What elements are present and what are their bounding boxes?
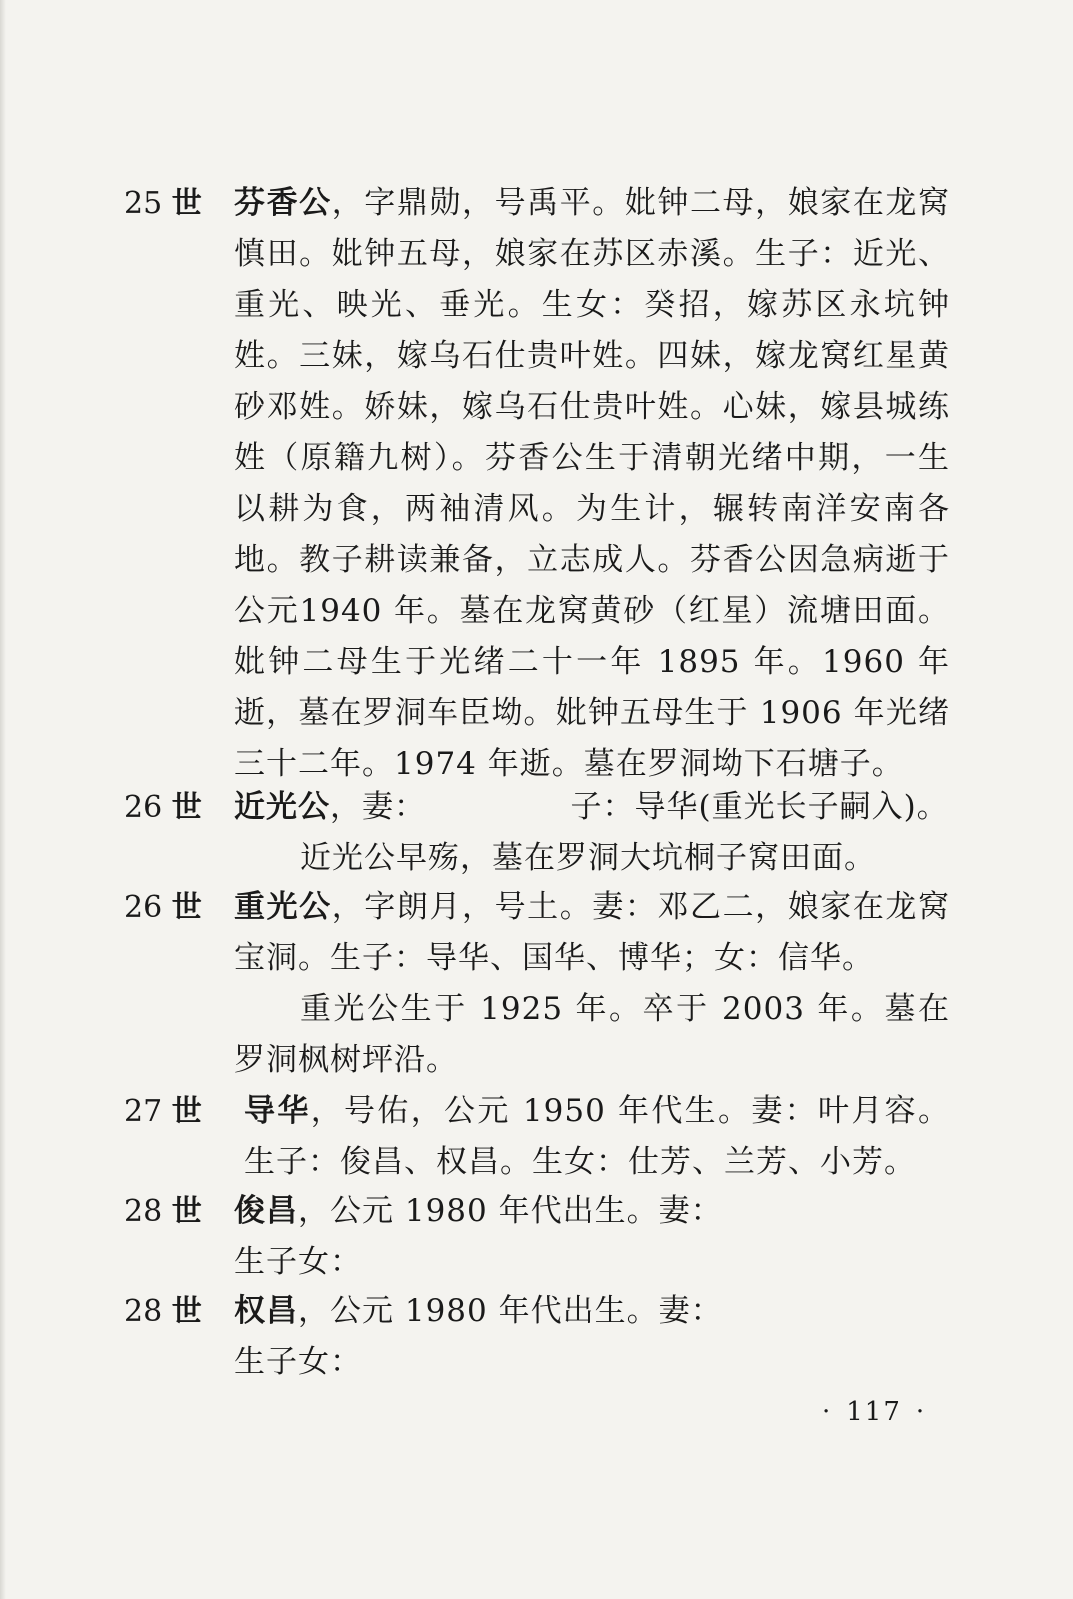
generation-suffix: 世 [171,1294,202,1329]
entry-text: ，号佑，公元 1950 年代生。妻：叶月容。生子：俊昌、权昌。生女：仕芳、兰芳、小芳。 [244,1093,951,1180]
page-dot-left: · [822,1397,833,1427]
entry-text: ，字鼎勋，号禹平。妣钟二母，娘家在龙窝慎田。妣钟五母，娘家在苏区赤溪。生子：近光、重光、映光、垂光。生女：癸招，嫁苏区永坑钟姓。三妹，嫁乌石仕贵叶姓。四妹，嫁龙窝红星黄砂邓姓。娇妹，嫁乌石仕贵叶姓。心妹，嫁县城练姓（原籍九树）。芬香公生于清朝光绪中期，一生以耕为食，两袖清风。为生计，辗转南洋安南各地。教子耕读兼备，立志成人。芬香公因急病逝于公元1940 年。墓在龙窝黄砂（红星）流塘田面。妣钟二母生于光绪二十一年 1895 年。1960 年逝，墓在罗洞车臣坳。妣钟五母生于 1906 年光绪三十二年。1974 年逝。墓在罗洞坳下石塘子。 [234,185,951,782]
person-name: 芬香公 [234,185,332,221]
entry-text: ，公元 1980 年代出生。妻： [298,1293,723,1329]
generation-suffix: 世 [171,1194,202,1229]
entry-note: 近光公早殇，墓在罗洞大坑桐子窝田面。 [300,840,876,876]
page-dot-right: · [915,1397,927,1427]
children-line: 生子女： [234,1344,362,1380]
person-name: 导华 [244,1093,311,1129]
children-line: 生子女： [234,1244,362,1280]
generation-label [124,882,202,933]
entry-body [234,1286,950,1388]
page-number-value: 117 [846,1397,902,1427]
generation-suffix: 世 [171,890,202,925]
entry-text: ，公元 1980 年代出生。妻： [298,1193,723,1229]
person-name: 权昌 [234,1293,298,1329]
generation-label [124,1186,202,1237]
person-name: 俊昌 [234,1193,298,1229]
generation-number: 26 [124,790,163,825]
generation-suffix: 世 [171,1094,202,1129]
generation-number: 28 [124,1294,163,1329]
generation-label [124,782,202,833]
generation-suffix: 世 [171,186,202,221]
entry-body [234,1186,950,1288]
person-name: 重光公 [234,889,332,925]
entry-body [244,1086,950,1188]
generation-label [124,1086,202,1137]
generation-number: 25 [124,186,163,221]
generation-suffix: 世 [171,790,202,825]
entry-text: ，妻： 子：导华(重光长子嗣入)。 [330,789,949,825]
entry-body [234,882,950,1086]
generation-number: 28 [124,1194,163,1229]
person-name: 近光公 [234,789,330,825]
entry-text: ，字朗月，号土。妻：邓乙二，娘家在龙窝宝洞。生子：导华、国华、博华；女：信华。 [234,889,951,976]
page-number [808,1392,940,1432]
entry-body [234,178,950,790]
generation-label [124,1286,202,1337]
generation-number: 26 [124,890,163,925]
generation-label [124,178,202,229]
entry-body [234,782,950,884]
generation-number: 27 [124,1094,163,1129]
entry-note: 重光公生于 1925 年。卒于 2003 年。墓在罗洞枫树坪沿。 [234,991,950,1078]
